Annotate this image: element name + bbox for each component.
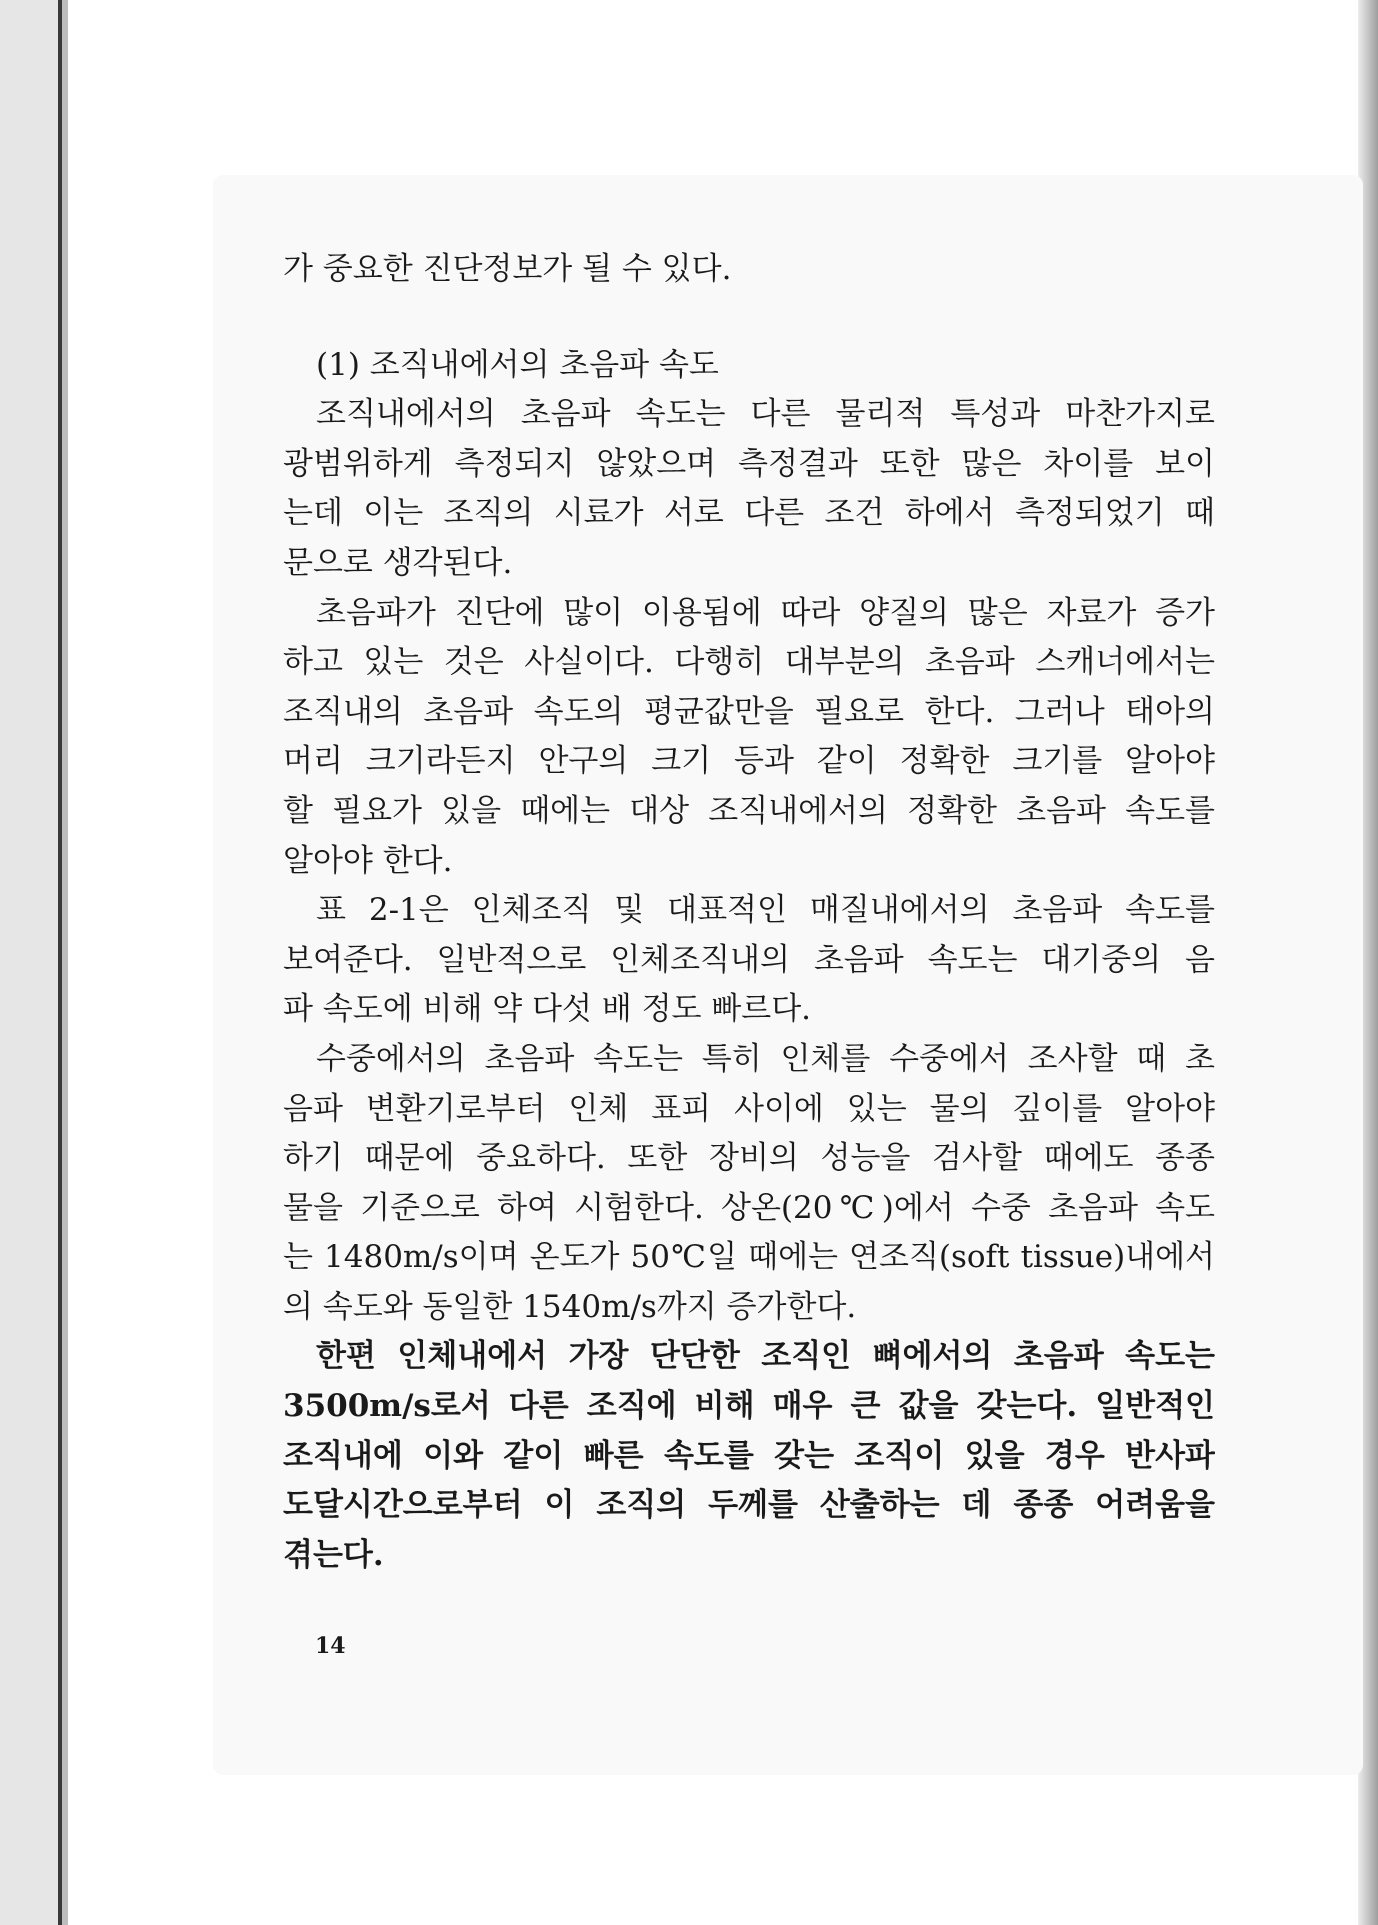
- page-body-text: [283, 245, 1215, 1580]
- paragraph-line: 물을 기준으로 하여 시험한다. 상온(20℃)에서 수중 초음파 속도: [283, 1189, 1215, 1226]
- scanner-left-margin: [0, 0, 60, 1925]
- paragraph-line: 수중에서의 초음파 속도는 특히 인체를 수중에서 조사할 때 초: [316, 1040, 1215, 1077]
- paragraph-gap: [283, 295, 1215, 341]
- paragraph-2: [283, 589, 1215, 887]
- paragraph-3: [283, 886, 1215, 1035]
- paragraph-line: 머리 크기라든지 안구의 크기 등과 같이 정확한 크기를 알아야: [283, 743, 1215, 780]
- paragraph-line: 파 속도에 비해 약 다섯 배 정도 빠르다.: [283, 991, 812, 1028]
- paragraph-line: 하기 때문에 중요하다. 또한 장비의 성능을 검사할 때에도 종종: [283, 1140, 1215, 1177]
- paragraph-line: 의 속도와 동일한 1540m/s까지 증가한다.: [283, 1288, 857, 1325]
- paragraph-line: 표 2-1은 인체조직 및 대표적인 매질내에서의 초음파 속도를: [316, 892, 1215, 929]
- paragraph-line: 하고 있는 것은 사실이다. 다행히 대부분의 초음파 스캐너에서는: [283, 644, 1215, 681]
- paragraph-line: 는 1480m/s이며 온도가 50℃일 때에는 연조직(soft tissue)내에서: [283, 1239, 1215, 1276]
- paragraph-1: [283, 390, 1215, 588]
- paragraph-line: 알아야 한다.: [283, 842, 453, 879]
- paragraph-line: 보여준다. 일반적으로 인체조직내의 초음파 속도는 대기중의 음: [283, 941, 1215, 978]
- paragraph-line: 조직내의 초음파 속도의 평균값만을 필요로 한다. 그러나 태아의: [283, 693, 1215, 730]
- section-heading: (1) 조직내에서의 초음파 속도: [316, 346, 719, 383]
- paragraph-line: 겪는다.: [283, 1536, 384, 1573]
- paragraph-4: [283, 1035, 1215, 1333]
- paragraph-line: 초음파가 진단에 많이 이용됨에 따라 양질의 많은 자료가 증가: [316, 594, 1215, 631]
- paragraph-line: 광범위하게 측정되지 않았으며 측정결과 또한 많은 차이를 보이: [283, 445, 1215, 482]
- paragraph-line: 할 필요가 있을 때에는 대상 조직내에서의 정확한 초음파 속도를: [283, 792, 1215, 829]
- paragraph-line: 도달시간으로부터 이 조직의 두께를 산출하는 데 종종 어려움을: [283, 1487, 1215, 1524]
- paragraph-line: 조직내에서의 초음파 속도는 다른 물리적 특성과 마찬가지로: [316, 396, 1215, 433]
- paragraph-5: [283, 1332, 1215, 1580]
- paragraph-line: 한편 인체내에서 가장 단단한 조직인 뼈에서의 초음파 속도는: [316, 1338, 1215, 1375]
- paragraph-line: 는데 이는 조직의 시료가 서로 다른 조건 하에서 측정되었기 때: [283, 495, 1215, 532]
- opening-line: 가 중요한 진단정보가 될 수 있다.: [283, 251, 732, 287]
- paragraph-line: 조직내에 이와 같이 빠른 속도를 갖는 조직이 있을 경우 반사파: [283, 1437, 1215, 1474]
- paragraph-line: 3500m/s로서 다른 조직에 비해 매우 큰 값을 갖는다. 일반적인: [283, 1388, 1215, 1425]
- page-number: 14: [315, 1633, 346, 1659]
- paragraph-line: 음파 변환기로부터 인체 표피 사이에 있는 물의 깊이를 알아야: [283, 1090, 1215, 1127]
- paragraph-line: 문으로 생각된다.: [283, 544, 513, 581]
